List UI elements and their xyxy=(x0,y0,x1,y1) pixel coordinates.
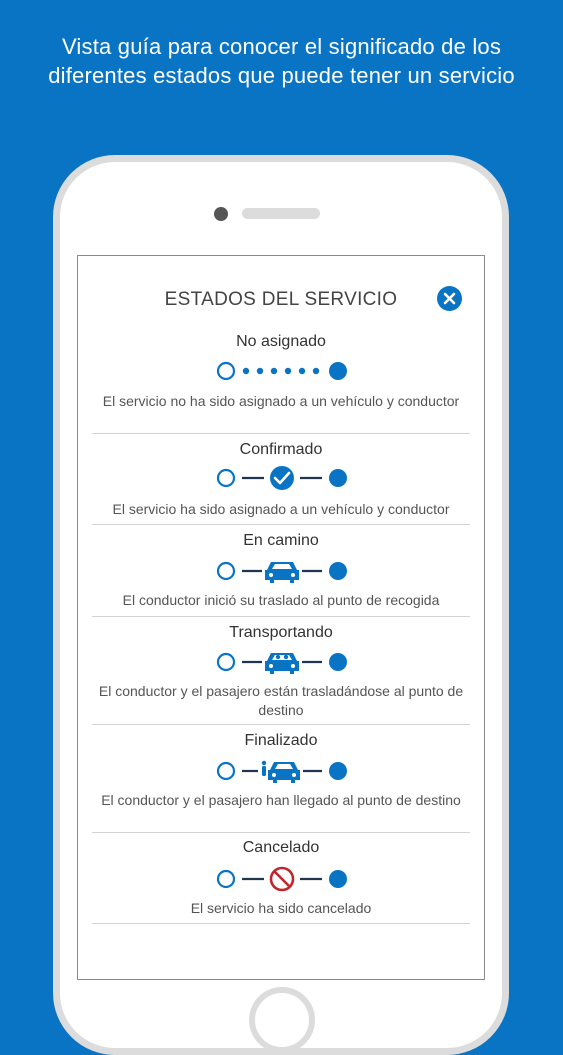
status-timeline xyxy=(78,757,484,785)
status-timeline xyxy=(78,357,484,385)
status-name: Finalizado xyxy=(244,732,318,749)
divider xyxy=(92,524,470,525)
modal-title: ESTADOS DEL SERVICIO xyxy=(164,289,398,310)
check-icon xyxy=(270,466,294,490)
status-description: El servicio ha sido cancelado xyxy=(190,900,372,916)
divider xyxy=(92,724,470,725)
car-icon xyxy=(265,562,299,583)
end-circle-icon xyxy=(329,362,347,380)
status-description: El conductor y el pasajero están trasladándose al punto de destino xyxy=(98,683,464,718)
status-description: El servicio ha sido asignado a un vehículo y conductor xyxy=(112,501,450,517)
status-name: No asignado xyxy=(236,333,326,350)
status-description: El servicio no ha sido asignado a un vehículo y conductor xyxy=(102,393,460,409)
status-modal xyxy=(77,255,485,980)
status-name: Cancelado xyxy=(242,839,320,856)
status-name: Confirmado xyxy=(239,441,323,458)
divider xyxy=(92,832,470,833)
phone-camera xyxy=(214,207,228,221)
car-arrived-icon xyxy=(262,761,300,783)
divider xyxy=(92,433,470,434)
start-circle-icon xyxy=(218,363,234,379)
headline: Vista guía para conocer el significado de los diferentes estados que puede tener un servicio xyxy=(48,34,515,88)
status-timeline xyxy=(78,557,484,585)
phone-speaker xyxy=(242,208,320,219)
divider xyxy=(92,923,470,924)
status-timeline xyxy=(78,865,484,893)
status-name: Transportando xyxy=(229,624,333,641)
car-passengers-icon xyxy=(265,653,299,674)
status-timeline xyxy=(78,464,484,492)
status-timeline xyxy=(78,648,484,676)
status-description: El conductor y el pasajero han llegado al punto de destino xyxy=(101,792,461,808)
close-icon xyxy=(437,286,462,311)
close-button[interactable] xyxy=(437,286,462,311)
phone-home-button xyxy=(249,987,315,1053)
status-description: El conductor inició su traslado al punto de recogida xyxy=(122,592,440,608)
status-name: En camino xyxy=(243,532,319,549)
divider xyxy=(92,616,470,617)
cancel-icon xyxy=(271,868,293,890)
